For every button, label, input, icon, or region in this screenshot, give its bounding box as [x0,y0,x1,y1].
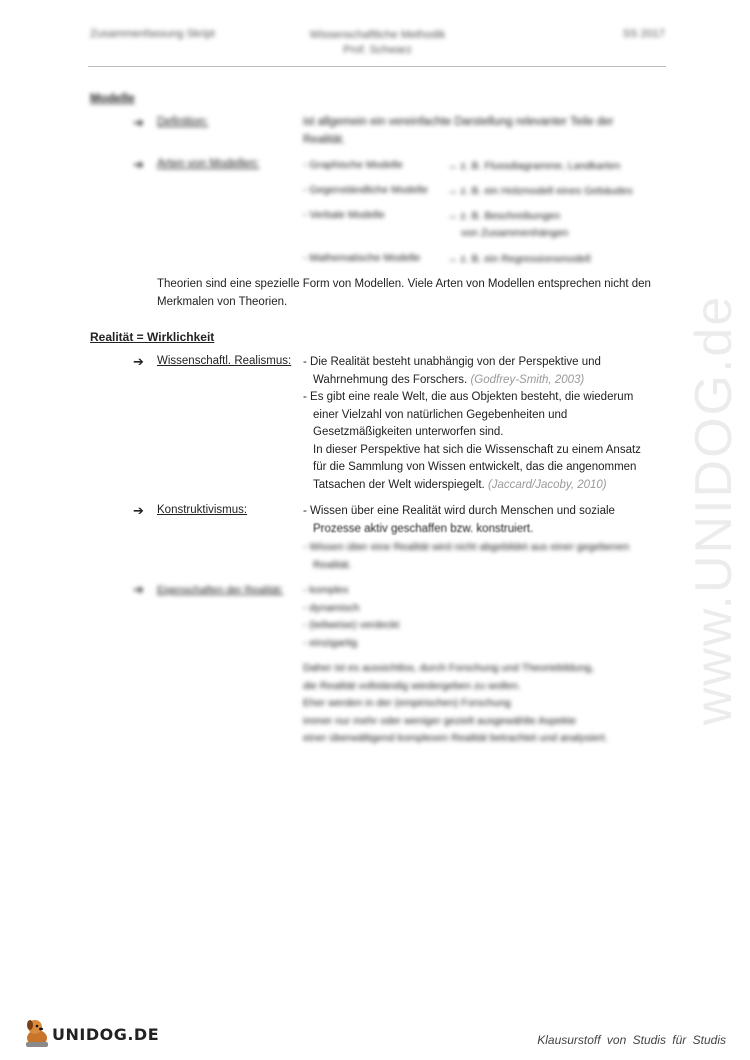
realismus-line: - Es gibt eine reale Welt, die aus Objekten besteht, die wiederum [303,391,634,403]
eigenschaft-item: - (teilweise) verdeckt [303,619,400,631]
paragraph-line: Daher ist es aussichtlos, durch Forschung und Theoriebildung, [303,662,595,674]
realismus-line-text: Tatsachen der Welt widerspiegelt. [313,478,485,491]
realismus-line-text: Wahrnehmung des Forschers. [313,373,468,386]
konstruktivismus-text-blurred [303,539,663,574]
modelle-note [157,275,667,311]
definition-line2: Realität. [303,133,346,146]
modell-beispiel: → z. B. Flussdiagramme, Landkarten [447,160,621,172]
realismus-line: Gesetzmäßigkeiten unterworfen sind. [313,426,504,438]
section-title-realitaet: Realität = Wirklichkeit [90,330,215,344]
label-definition: Definition: [157,116,209,128]
modell-beispiel: → z. B. ein Holzmodell eines Gebäudes [447,185,633,197]
citation: (Godfrey-Smith, 2003) [470,373,585,386]
definition-text [303,114,663,149]
arrow-right-icon: ➔ [133,582,144,597]
modelle-note-line2: Merkmalen von Theorien. [157,296,288,308]
unidog-logo [22,1016,160,1050]
konstruktivismus-line: Realität. [313,558,352,571]
arrow-right-icon: ➔ [133,354,144,369]
eigenschaften-list [303,582,663,652]
modelle-note-line1: Theorien sind eine spezielle Form von Modellen. Viele Arten von Modellen entsprechen nicht den [157,278,651,290]
modell-art: - Gegenständliche Modelle [303,184,428,196]
modell-beispiel [447,208,568,242]
realismus-line [303,372,663,390]
realismus-line: - Die Realität besteht unabhängig von der Perspektive und [303,356,601,368]
realismus-line [303,477,663,495]
watermark: www.UNIDOG.de [685,294,743,726]
header-center [90,28,665,58]
footer-tagline: Klausurstoff von Studis für Studis [537,1033,726,1047]
paragraph-line: die Realität vollständig wiedergeben zu wollen. [303,679,521,692]
paragraph-line: Eher werden in der (empirischen) Forschung [303,697,511,709]
eigenschaft-item: - komplex [303,584,349,596]
citation: (Jaccard/Jacoby, 2010) [487,478,607,491]
header-right: SS 2017 [622,28,665,40]
arrow-right-icon: ➔ [133,115,144,130]
realismus-line: einer Vielzahl von natürlichen Gegebenheiten und [313,408,568,421]
section-title-modelle: Modelle [90,91,135,105]
label-wissenschaftlicher-realismus: Wissenschaftl. Realismus: [157,355,292,367]
modell-beispiel-line2: von Zusammenhängen [461,227,569,239]
konstruktivismus-line: - Wissen über eine Realität wird nicht abgebildet aus einer gegebenen [303,541,630,553]
header-center-line1: Wissenschaftliche Methodik [309,29,446,41]
label-konstruktivismus: Konstruktivismus: [157,504,248,516]
header-left: Zusammenfassung Skript [90,28,215,40]
eigenschaft-item: - einzigartig [303,636,358,649]
paragraph-line: immer nur mehr oder weniger gezielt ausgewählte Aspekte [303,714,577,727]
konstruktivismus-line: Prozesse aktiv geschaffen bzw. konstruiert. [313,522,534,535]
konstruktivismus-text [303,503,663,538]
modell-art: - Verbale Modelle [303,209,385,221]
modell-art: - Mathematische Modelle [303,252,421,264]
modell-beispiel-line1: → z. B. Beschreibungen [447,210,561,222]
page-header [90,26,665,62]
modell-beispiel: → z. B. ein Regressionsmodell [447,253,591,265]
realismus-text [303,354,663,494]
realismus-line: für die Sammlung von Wissen entwickelt, das die angenommen [313,461,637,473]
dog-icon [22,1016,56,1050]
eigenschaften-paragraph [303,660,663,748]
modell-art: - Graphische Modelle [303,159,403,171]
logo-text: UNIDOG.DE [52,1025,160,1044]
arrow-right-icon: ➔ [133,503,144,518]
konstruktivismus-line: - Wissen über eine Realität wird durch Menschen und soziale [303,505,615,517]
definition-line1: ist allgemein ein vereinfachte Darstellung relevanter Teile der [303,116,614,128]
arrow-right-icon: ➔ [133,157,144,172]
eigenschaft-item: - dynamisch [303,601,360,614]
header-center-line2: Prof. Schwarz [343,44,412,56]
header-divider [88,66,666,67]
paragraph-line: einer überwältigend komplexen Realität betrachtet und analysiert. [303,732,608,744]
label-eigenschaften: Eigenschaften der Realität: [157,584,284,596]
realismus-line: In dieser Perspektive hat sich die Wissenschaft zu einem Ansatz [313,443,641,456]
label-arten-von-modellen: Arten von Modellen: [157,158,260,170]
